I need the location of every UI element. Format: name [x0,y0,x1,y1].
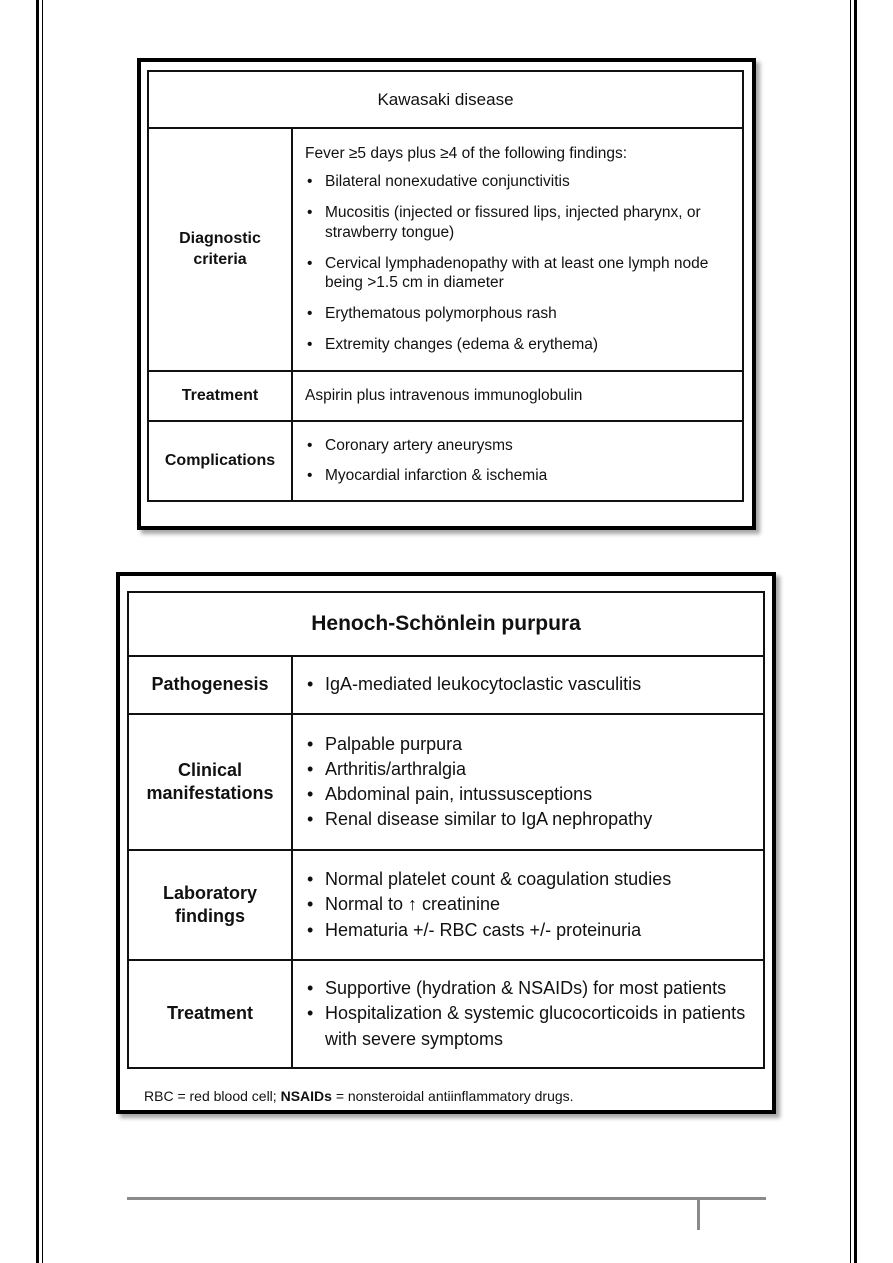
list-item: • Myocardial infarction & ischemia [305,466,730,486]
clinical-list [305,732,751,833]
treatment-content: Aspirin plus intravenous immunoglobulin [292,371,743,421]
hsp-treatment-list [305,976,751,1052]
kawasaki-table [147,70,744,502]
diagnostic-intro: Fever ≥5 days plus ≥4 of the following findings: [305,145,628,163]
list-item: • Normal platelet count & coagulation studies [305,867,751,892]
laboratory-list [305,867,751,943]
pathogenesis-content [292,656,764,714]
list-item: • Normal to ↑ creatinine [305,892,751,917]
list-item: • Arthritis/arthralgia [305,757,751,782]
page-border-right [854,0,857,1263]
pathogenesis-label: Pathogenesis [128,656,292,714]
hsp-treatment-label: Treatment [128,960,292,1068]
list-item: • Palpable purpura [305,732,751,757]
page-border-left-inner [42,0,43,1263]
footer-page-tick [697,1197,700,1230]
treatment-label: Treatment [148,371,292,421]
table-row [128,656,764,714]
footnote-rbc: RBC = red blood cell; [144,1088,281,1104]
diagnostic-list [305,172,730,355]
table-row [148,128,743,371]
kawasaki-title: Kawasaki disease [148,71,743,128]
list-item: • Erythematous polymorphous rash [305,304,730,324]
list-item: • Renal disease similar to IgA nephropathy [305,807,751,832]
table-row [128,714,764,850]
page-border-right-inner [850,0,851,1263]
footnote-nsaids-abbr: NSAIDs [280,1088,332,1104]
list-item: • Cervical lymphadenopathy with at least one lymph node being >1.5 cm in diameter [305,254,730,294]
footnote-nsaids-def: = nonsteroidal antiinflammatory drugs. [331,1088,574,1104]
table-row [128,850,764,960]
complications-label: Complications [148,421,292,501]
list-item: • Hematuria +/- RBC casts +/- proteinuria [305,918,751,943]
clinical-manifestations-content [292,714,764,850]
clinical-manifestations-label: Clinical manifestations [128,714,292,850]
page-border-left [36,0,39,1263]
table-row [128,960,764,1068]
laboratory-findings-label: Laboratory findings [128,850,292,960]
hsp-title: Henoch-Schönlein purpura [128,592,764,656]
list-item: • Hospitalization & systemic glucocorticoids in patients with severe symptoms [305,1001,751,1051]
hsp-treatment-content [292,960,764,1068]
kawasaki-figure [137,58,756,530]
footer-rule [127,1197,766,1200]
hsp-table [127,591,765,1069]
hsp-figure [116,572,776,1114]
diagnostic-criteria-content [292,128,743,371]
list-item: • Extremity changes (edema & erythema) [305,335,730,355]
list-item: • Supportive (hydration & NSAIDs) for most patients [305,976,751,1001]
complications-content [292,421,743,501]
pathogenesis-list [305,672,751,697]
complications-list [305,436,730,486]
table-row [148,371,743,421]
list-item: • Bilateral nonexudative conjunctivitis [305,172,730,192]
table-row [148,421,743,501]
list-item: • IgA-mediated leukocytoclastic vasculitis [305,672,751,697]
diagnostic-criteria-label: Diagnostic criteria [148,128,292,371]
list-item: • Coronary artery aneurysms [305,436,730,456]
list-item: • Mucositis (injected or fissured lips, injected pharynx, or strawberry tongue) [305,203,730,243]
laboratory-findings-content [292,850,764,960]
list-item: • Abdominal pain, intussusceptions [305,782,751,807]
hsp-footnote [144,1088,574,1104]
